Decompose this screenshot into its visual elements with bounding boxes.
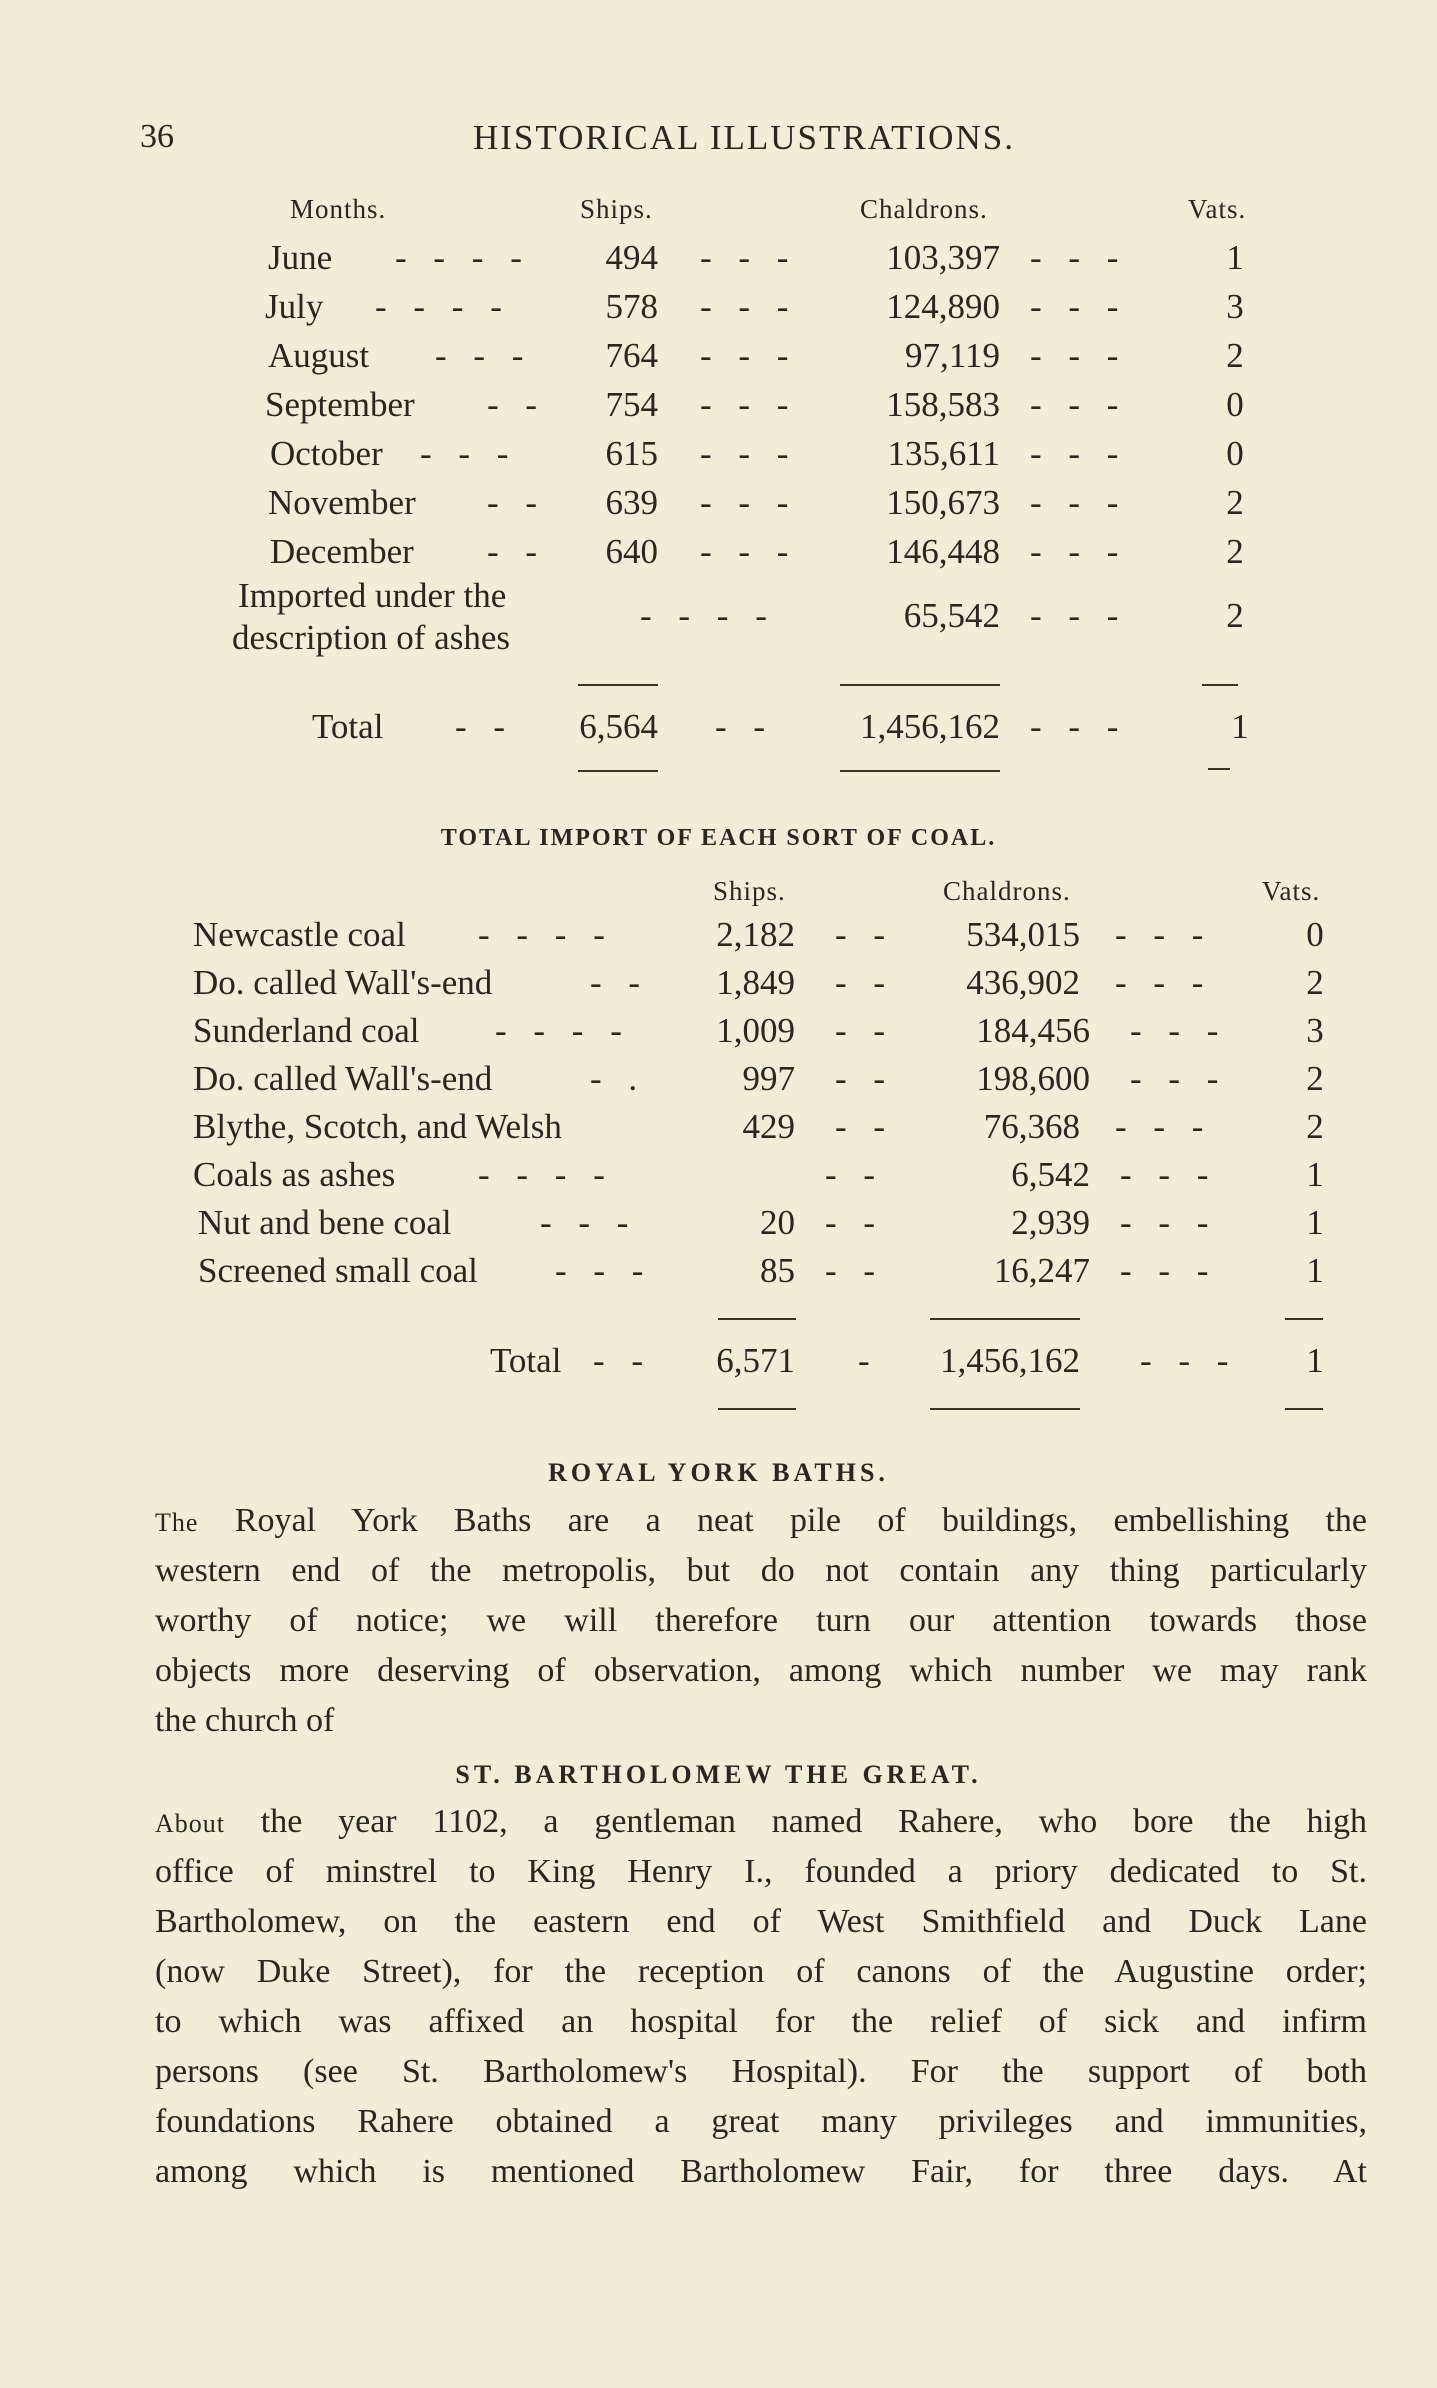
leader-dashes: - - - [540, 1203, 638, 1242]
total-chaldrons: 1,456,162 [940, 1341, 1080, 1380]
sum-rule [840, 684, 1000, 686]
table-row [0, 1107, 1437, 1155]
table-row [0, 434, 1437, 482]
table-row [0, 238, 1437, 286]
leader-dashes: - - - [700, 385, 798, 424]
leader-dashes: - . [590, 1059, 647, 1098]
sum-rule [1202, 684, 1238, 686]
ships-value: 1,849 [716, 963, 795, 1002]
line-text: the year 1102, a gentleman named Rahere, who bore the high [260, 1803, 1367, 1840]
total-ships: 6,571 [716, 1341, 795, 1380]
text-line: the church of [155, 1702, 335, 1739]
vats-value: 2 [1226, 336, 1244, 375]
ships-value: 20 [760, 1203, 795, 1242]
row-label: June [268, 238, 333, 277]
leader-dashes: - - [487, 385, 547, 424]
row-label: November [268, 483, 416, 522]
table-row [0, 1251, 1437, 1299]
line-text: Royal York Baths are a neat pile of buildings, embellishing the [234, 1502, 1367, 1539]
double-rule [718, 1408, 796, 1410]
leader-dashes: - [858, 1341, 879, 1380]
total-row [0, 1341, 1437, 1389]
row-label: Newcastle coal [193, 915, 406, 954]
total-vats: 1 [1231, 707, 1249, 746]
leader-dashes: - - - [1120, 1155, 1218, 1194]
leader-dashes: - - [835, 915, 895, 954]
leader-dashes: - - - - [640, 596, 776, 635]
leader-dashes: - - - [1115, 915, 1213, 954]
vats-value: 2 [1226, 532, 1244, 571]
total-label: Total [312, 707, 384, 746]
text-line: to which was affixed an hospital for the relief of sick and infirm [155, 2003, 1367, 2040]
leader-dashes: - - [835, 1107, 895, 1146]
text-line: worthy of notice; we will therefore turn our attention towards those [155, 1602, 1367, 1639]
leader-dashes: - - [825, 1203, 885, 1242]
row-label: September [265, 385, 415, 424]
page-header [0, 118, 1437, 168]
sum-rule [930, 1318, 1080, 1320]
total-ships: 6,564 [579, 707, 658, 746]
chaldrons-value: 6,542 [1011, 1155, 1090, 1194]
leader-dashes: - - - [420, 434, 518, 473]
double-rule [840, 770, 1000, 772]
table-row [0, 1203, 1437, 1251]
col-header-vats: Vats. [1188, 194, 1247, 224]
leader-dashes: - - - - [478, 1155, 614, 1194]
chaldrons-value: 146,448 [886, 532, 1000, 571]
leader-dashes: - - - - [478, 915, 614, 954]
sum-rule [718, 1318, 796, 1320]
leader-dashes: - - - [1030, 483, 1128, 522]
ships-value: 997 [742, 1059, 795, 1098]
chaldrons-value: 436,902 [966, 963, 1080, 1002]
section-heading: ROYAL YORK BATHS. [548, 1458, 889, 1487]
imported-label-line1: Imported under the [238, 576, 507, 615]
text-line: among which is mentioned Bartholomew Fair, for three days. At [155, 2153, 1367, 2190]
leader-dashes: - - [487, 483, 547, 522]
vats-value: 3 [1226, 287, 1244, 326]
leader-dashes: - - [593, 1341, 653, 1380]
ships-value: 85 [760, 1251, 795, 1290]
table-row [0, 385, 1437, 433]
leader-dashes: - - - [1030, 532, 1128, 571]
table-row [0, 336, 1437, 384]
text-line: office of minstrel to King Henry I., founded a priory dedicated to St. [155, 1853, 1367, 1890]
ships-value: 640 [605, 532, 658, 571]
leader-dashes: - - [835, 1011, 895, 1050]
chaldrons-value: 124,890 [886, 287, 1000, 326]
chaldrons-value: 65,542 [903, 596, 1000, 635]
vats-value: 1 [1226, 238, 1244, 277]
leader-dashes: - - - [1030, 385, 1128, 424]
leader-dashes: - - - [1130, 1011, 1228, 1050]
text-line [155, 1496, 1367, 1546]
total-row [0, 707, 1437, 755]
leader-dashes: - - [590, 963, 650, 1002]
row-label: August [268, 336, 370, 375]
ships-value: 764 [605, 336, 658, 375]
total-vats: 1 [1306, 1341, 1324, 1380]
ships-value: 639 [605, 483, 658, 522]
text-line: objects more deserving of observation, among which number we may rank [155, 1652, 1367, 1689]
leader-dashes: - - - [1030, 596, 1128, 635]
section-heading: ST. BARTHOLOMEW THE GREAT. [455, 1760, 982, 1789]
chaldrons-value: 534,015 [966, 915, 1080, 954]
ships-value: 494 [605, 238, 658, 277]
row-label: Coals as ashes [193, 1155, 396, 1194]
vats-value: 1 [1306, 1203, 1324, 1242]
row-label: July [265, 287, 324, 326]
leader-dashes: - - - [700, 287, 798, 326]
chaldrons-value: 97,119 [905, 336, 1000, 375]
imported-label-line2: description of ashes [232, 618, 510, 657]
vats-value: 0 [1226, 434, 1244, 473]
leader-dashes: - - - [1120, 1251, 1218, 1290]
chaldrons-value: 2,939 [1011, 1203, 1090, 1242]
ships-value: 429 [742, 1107, 795, 1146]
leader-dashes: - - - [1115, 1107, 1213, 1146]
leader-dashes: - - - [1120, 1203, 1218, 1242]
table-row [0, 963, 1437, 1011]
chaldrons-value: 198,600 [976, 1059, 1090, 1098]
lead-word: About [155, 1809, 225, 1838]
leader-dashes: - - - [700, 483, 798, 522]
leader-dashes: - - - [700, 238, 798, 277]
table-row [0, 483, 1437, 531]
leader-dashes: - - - [700, 434, 798, 473]
total-label: Total [490, 1341, 562, 1380]
leader-dashes: - - - [700, 532, 798, 571]
col-header-ships: Ships. [580, 194, 653, 224]
leader-dashes: - - - [1115, 963, 1213, 1002]
double-rule [578, 770, 658, 772]
leader-dashes: - - - [700, 336, 798, 375]
row-label: Do. called Wall's-end [193, 1059, 493, 1098]
row-label: Sunderland coal [193, 1011, 420, 1050]
ships-value: 578 [605, 287, 658, 326]
chaldrons-value: 76,368 [983, 1107, 1080, 1146]
vats-value: 2 [1306, 1059, 1324, 1098]
row-label: December [270, 532, 414, 571]
double-rule [930, 1408, 1080, 1410]
text-line: (now Duke Street), for the reception of canons of the Augustine order; [155, 1953, 1367, 1990]
table-row [0, 532, 1437, 580]
chaldrons-value: 150,673 [886, 483, 1000, 522]
chaldrons-value: 103,397 [886, 238, 1000, 277]
chaldrons-value: 158,583 [886, 385, 1000, 424]
vats-value: 0 [1226, 385, 1244, 424]
chaldrons-value: 135,611 [887, 434, 1000, 473]
text-line: western end of the metropolis, but do not contain any thing particularly [155, 1552, 1367, 1589]
leader-dashes: - - [715, 707, 775, 746]
row-label: Screened small coal [198, 1251, 478, 1290]
leader-dashes: - - - - [395, 238, 531, 277]
sum-rule [1285, 1318, 1323, 1320]
vats-value: 0 [1306, 915, 1324, 954]
leader-dashes: - - - - [375, 287, 511, 326]
leader-dashes: - - [455, 707, 515, 746]
page-number: 36 [140, 118, 174, 155]
paragraph-st-bartholomew [155, 1797, 1367, 2197]
col-header-chaldrons: Chaldrons. [860, 194, 988, 224]
leader-dashes: - - - - [495, 1011, 631, 1050]
col-header-ships: Ships. [713, 876, 786, 906]
vats-value: 2 [1226, 596, 1244, 635]
leader-dashes: - - [825, 1251, 885, 1290]
ships-value: 615 [605, 434, 658, 473]
running-title: HISTORICAL ILLUSTRATIONS. [473, 118, 1015, 157]
leader-dashes: - - [825, 1155, 885, 1194]
leader-dashes: - - - [435, 336, 533, 375]
row-label: Do. called Wall's-end [193, 963, 493, 1002]
col-header-vats: Vats. [1262, 876, 1321, 906]
ships-value: 754 [605, 385, 658, 424]
vats-value: 2 [1306, 963, 1324, 1002]
leader-dashes: - - - [1030, 238, 1128, 277]
double-rule [1285, 1408, 1323, 1410]
leader-dashes: - - - [555, 1251, 653, 1290]
text-line: Bartholomew, on the eastern end of West Smithfield and Duck Lane [155, 1903, 1367, 1940]
imported-row-line2 [0, 618, 1437, 666]
leader-dashes: - - - [1130, 1059, 1228, 1098]
leader-dashes: - - - [1030, 434, 1128, 473]
vats-value: 1 [1306, 1155, 1324, 1194]
leader-dashes: - - - [1030, 287, 1128, 326]
double-rule [1208, 768, 1230, 770]
paragraph-royal-york [155, 1496, 1367, 1746]
leader-dashes: - - [487, 532, 547, 571]
vats-value: 2 [1306, 1107, 1324, 1146]
text-line [155, 1797, 1367, 1847]
table-row [0, 1059, 1437, 1107]
table-header-row [0, 194, 1437, 242]
col-header-chaldrons: Chaldrons. [943, 876, 1071, 906]
ships-value: 2,182 [716, 915, 795, 954]
text-line: persons (see St. Bartholomew's Hospital). For the support of both [155, 2053, 1367, 2090]
col-header-months: Months. [290, 194, 387, 224]
leader-dashes: - - [835, 963, 895, 1002]
vats-value: 2 [1226, 483, 1244, 522]
row-label: Nut and bene coal [198, 1203, 452, 1242]
row-label: Blythe, Scotch, and Welsh [193, 1107, 562, 1146]
leader-dashes: - - - [1140, 1341, 1238, 1380]
vats-value: 3 [1306, 1011, 1324, 1050]
leader-dashes: - - [835, 1059, 895, 1098]
table-title: TOTAL IMPORT OF EACH SORT OF COAL. [440, 825, 997, 851]
row-label: October [270, 434, 383, 473]
table-row [0, 1155, 1437, 1203]
table-row [0, 287, 1437, 335]
sum-rule [578, 684, 658, 686]
chaldrons-value: 16,247 [993, 1251, 1090, 1290]
lead-word: The [155, 1508, 199, 1537]
ships-value: 1,009 [716, 1011, 795, 1050]
leader-dashes: - - - [1030, 336, 1128, 375]
vats-value: 1 [1306, 1251, 1324, 1290]
total-chaldrons: 1,456,162 [860, 707, 1000, 746]
text-line: foundations Rahere obtained a great many privileges and immunities, [155, 2103, 1367, 2140]
table-row [0, 915, 1437, 963]
table-row [0, 1011, 1437, 1059]
leader-dashes: - - - [1030, 707, 1128, 746]
chaldrons-value: 184,456 [976, 1011, 1090, 1050]
